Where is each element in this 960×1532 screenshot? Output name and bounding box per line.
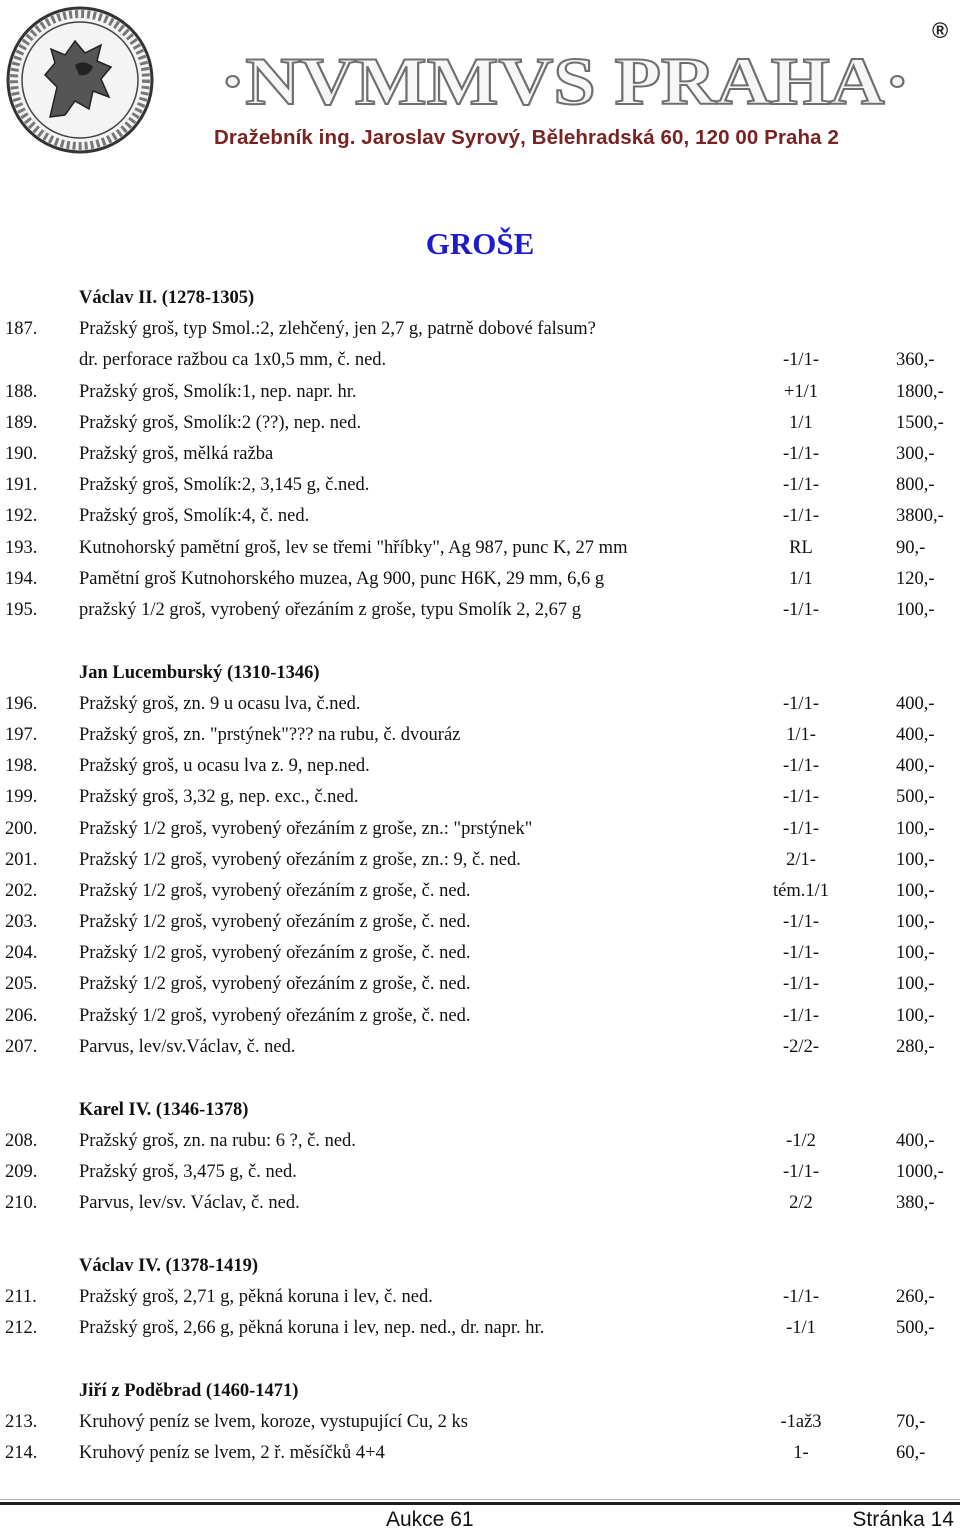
lot-condition: -1/1- — [783, 1286, 819, 1307]
lot-condition: -1/1- — [783, 599, 819, 620]
lot-description: Pražský groš, Smolík:2, 3,145 g, č.ned. — [79, 475, 370, 496]
lot-description: pražský 1/2 groš, vyrobený ořezáním z groše, typu Smolík 2, 2,67 g — [79, 599, 581, 620]
lot-price: 100,- — [896, 943, 935, 964]
section-spacer — [0, 1344, 960, 1376]
lot-row — [0, 1438, 960, 1469]
lot-description: Pražský 1/2 groš, vyrobený ořezáním z groše, zn.: 9, č. ned. — [79, 849, 521, 870]
lot-row — [0, 814, 960, 845]
lot-price: 100,- — [896, 1005, 935, 1026]
section-spacer — [0, 1219, 960, 1251]
lot-number: 197. — [5, 724, 38, 745]
lot-condition: 1/1 — [789, 568, 813, 589]
registered-mark: ® — [932, 18, 949, 43]
lot-description: Pražský 1/2 groš, vyrobený ořezáním z groše, č. ned. — [79, 880, 471, 901]
section-title: Václav IV. (1378-1419) — [79, 1255, 258, 1276]
lot-condition: +1/1 — [783, 381, 819, 402]
section-title: Jan Lucemburský (1310-1346) — [79, 662, 320, 683]
lot-row — [0, 782, 960, 813]
section-title: Václav II. (1278-1305) — [79, 288, 255, 308]
lot-row — [0, 1313, 960, 1344]
lot-description: Pražský groš, Smolík:1, nep. napr. hr. — [79, 381, 357, 402]
lot-price: 1500,- — [896, 412, 944, 433]
lot-number: 199. — [5, 787, 38, 808]
lot-condition: -1/1- — [783, 350, 819, 371]
lot-row — [0, 751, 960, 782]
lot-description: Kruhový peníz se lvem, koroze, vystupující Cu, 2 ks — [79, 1412, 468, 1432]
lot-row — [0, 969, 960, 1000]
lot-number: 211. — [5, 1286, 37, 1307]
lot-condition: -1/1- — [783, 693, 819, 714]
lot-number: 214. — [5, 1443, 38, 1464]
page-header — [0, 0, 960, 170]
lot-description: Pražský groš, mělká ražba — [79, 443, 274, 464]
lot-row — [0, 1126, 960, 1157]
lot-description: Pražský groš, 3,475 g, č. ned. — [79, 1161, 297, 1182]
lot-number: 192. — [5, 506, 38, 527]
lot-price: 100,- — [896, 599, 935, 620]
lot-description: Pražský groš, zn. na rubu: 6 ?, č. ned. — [79, 1130, 356, 1151]
lot-price: 70,- — [896, 1412, 926, 1432]
lot-description: Pražský groš, typ Smol.:2, zlehčený, jen 2,7 g, patrně dobové falsum? — [79, 319, 596, 340]
lot-price: 280,- — [896, 1036, 935, 1057]
lot-price: 100,- — [896, 974, 935, 995]
lot-number: 203. — [5, 912, 38, 933]
lot-row — [0, 1032, 960, 1063]
lot-condition: -1/1- — [783, 974, 819, 995]
lot-row — [0, 876, 960, 907]
lot-price: 400,- — [896, 724, 935, 745]
lot-description: dr. perforace ražbou ca 1x0,5 mm, č. ned. — [79, 350, 387, 371]
lot-description: Pražský groš, u ocasu lva z. 9, nep.ned. — [79, 756, 370, 777]
lot-description: Parvus, lev/sv.Václav, č. ned. — [79, 1036, 296, 1057]
lot-description: Pražský groš, 2,71 g, pěkná koruna i lev, č. ned. — [79, 1286, 433, 1307]
lot-number: 201. — [5, 849, 38, 870]
section-heading — [0, 658, 960, 689]
lot-price: 500,- — [896, 1318, 935, 1339]
lot-condition: -1/1- — [783, 787, 819, 808]
lot-number: 212. — [5, 1318, 38, 1339]
lot-number: 208. — [5, 1130, 38, 1151]
lot-price: 3800,- — [896, 506, 944, 527]
lot-number: 205. — [5, 974, 38, 995]
lot-condition: -1/1- — [783, 443, 819, 464]
lot-price: 100,- — [896, 912, 935, 933]
footer-auction-label: Aukce 61 — [386, 1508, 474, 1531]
lot-price: 60,- — [896, 1443, 926, 1464]
lot-description: Pražský groš, Smolík:2 (??), nep. ned. — [79, 412, 362, 433]
section-title: Jiří z Poděbrad (1460-1471) — [79, 1380, 299, 1401]
lot-number: 188. — [5, 381, 38, 402]
lot-price: 500,- — [896, 787, 935, 808]
lot-price: 100,- — [896, 880, 935, 901]
logo-wordmark — [220, 48, 910, 118]
lot-price: 1800,- — [896, 381, 944, 402]
footer-page-number: Stránka 14 — [852, 1508, 954, 1531]
lot-row — [0, 1001, 960, 1032]
lot-condition: -1/2 — [786, 1130, 816, 1151]
lot-price: 300,- — [896, 443, 935, 464]
lot-number: 210. — [5, 1193, 38, 1214]
lot-condition: 1- — [793, 1443, 809, 1464]
lot-row — [0, 564, 960, 595]
section-spacer — [0, 626, 960, 658]
lot-number: 200. — [5, 818, 38, 839]
lot-price: 400,- — [896, 693, 935, 714]
lot-list — [0, 283, 960, 1469]
lot-number: 206. — [5, 1005, 38, 1026]
lot-price: 1000,- — [896, 1161, 944, 1182]
lot-row — [0, 377, 960, 408]
lot-condition: -1/1- — [783, 1161, 819, 1182]
lot-condition: -1/1- — [783, 475, 819, 496]
section-heading — [0, 1376, 960, 1407]
lot-row — [0, 595, 960, 626]
lot-description: Pražský groš, 2,66 g, pěkná koruna i lev, nep. ned., dr. napr. hr. — [79, 1318, 545, 1339]
lot-description: Pražský groš, zn. 9 u ocasu lva, č.ned. — [79, 693, 361, 714]
lot-row — [0, 501, 960, 532]
lot-number: 191. — [5, 475, 38, 496]
section-title: Karel IV. (1346-1378) — [79, 1099, 249, 1120]
lot-condition: -1/1- — [783, 912, 819, 933]
lot-condition: -1/1- — [783, 818, 819, 839]
lot-number: 207. — [5, 1036, 38, 1057]
footer-divider — [0, 1499, 960, 1505]
lot-number: 209. — [5, 1161, 38, 1182]
lot-description: Pražský groš, zn. "prstýnek"??? na rubu, č. dvouráz — [79, 724, 461, 745]
lot-condition: 1/1 — [789, 412, 813, 433]
lot-row — [0, 408, 960, 439]
lot-description: Pražský 1/2 groš, vyrobený ořezáním z groše, č. ned. — [79, 1005, 471, 1026]
lot-row — [0, 533, 960, 564]
lot-description: Pražský 1/2 groš, vyrobený ořezáním z groše, č. ned. — [79, 943, 471, 964]
lot-price: 100,- — [896, 849, 935, 870]
page-title: GROŠE — [425, 226, 535, 261]
lot-condition: -1/1- — [783, 943, 819, 964]
lot-number: 213. — [5, 1412, 38, 1432]
lot-number: 202. — [5, 880, 38, 901]
lot-price: 90,- — [896, 537, 926, 558]
lot-row — [0, 439, 960, 470]
lot-row — [0, 345, 960, 376]
lot-condition: 1/1- — [786, 724, 816, 745]
section-heading — [0, 283, 960, 314]
section-heading — [0, 1251, 960, 1282]
lot-number: 195. — [5, 599, 38, 620]
section-spacer — [0, 1063, 960, 1095]
lot-condition: tém.1/1 — [772, 880, 829, 901]
lot-number: 190. — [5, 443, 38, 464]
lot-description: Pražský groš, 3,32 g, nep. exc., č.ned. — [79, 787, 359, 808]
lot-row — [0, 845, 960, 876]
lot-condition: -1/1- — [783, 1005, 819, 1026]
lot-row — [0, 1282, 960, 1313]
lot-description: Pamětní groš Kutnohorského muzea, Ag 900, punc H6K, 29 mm, 6,6 g — [79, 568, 605, 589]
lot-condition: -1až3 — [780, 1412, 822, 1432]
lot-row — [0, 1157, 960, 1188]
lot-price: 360,- — [896, 350, 935, 371]
lot-description: Kutnohorský pamětní groš, lev se třemi "hříbky", Ag 987, punc K, 27 mm — [79, 537, 628, 558]
lot-number: 189. — [5, 412, 38, 433]
logo-wordmark-text: ·NVMMVS PRAHA· — [220, 48, 910, 118]
lot-row — [0, 938, 960, 969]
lot-number: 204. — [5, 943, 38, 964]
lot-condition: RL — [789, 537, 813, 558]
lot-number: 193. — [5, 537, 38, 558]
lot-row — [0, 907, 960, 938]
seal-logo — [5, 5, 155, 155]
lot-condition: -1/1- — [783, 506, 819, 527]
lot-price: 400,- — [896, 756, 935, 777]
lot-condition: -1/1- — [783, 756, 819, 777]
lot-description: Parvus, lev/sv. Václav, č. ned. — [79, 1193, 300, 1214]
lot-description: Pražský 1/2 groš, vyrobený ořezáním z groše, č. ned. — [79, 912, 471, 933]
lot-row — [0, 470, 960, 501]
lot-number: 194. — [5, 568, 38, 589]
lot-price: 800,- — [896, 475, 935, 496]
lot-description: Kruhový peníz se lvem, 2 ř. měsíčků 4+4 — [79, 1443, 385, 1464]
lot-row — [0, 689, 960, 720]
lot-description: Pražský groš, Smolík:4, č. ned. — [79, 506, 310, 527]
lot-row — [0, 1188, 960, 1219]
lot-price: 380,- — [896, 1193, 935, 1214]
lot-number: 198. — [5, 756, 38, 777]
section-heading — [0, 1095, 960, 1126]
lot-condition: -1/1 — [786, 1318, 816, 1339]
lot-description: Pražský 1/2 groš, vyrobený ořezáním z groše, č. ned. — [79, 974, 471, 995]
lot-row — [0, 720, 960, 751]
lot-condition: 2/1- — [786, 849, 816, 870]
lot-description: Pražský 1/2 groš, vyrobený ořezáním z groše, zn.: "prstýnek" — [79, 818, 533, 839]
lot-row — [0, 314, 960, 345]
lot-number: 187. — [5, 319, 38, 340]
lot-row — [0, 1407, 960, 1438]
lot-price: 100,- — [896, 818, 935, 839]
lot-number: 196. — [5, 693, 38, 714]
auctioneer-address: Dražebník ing. Jaroslav Syrový, Bělehradská 60, 120 00 Praha 2 — [214, 126, 839, 149]
lot-price: 260,- — [896, 1286, 935, 1307]
lot-price: 400,- — [896, 1130, 935, 1151]
lot-price: 120,- — [896, 568, 935, 589]
lot-condition: 2/2 — [789, 1193, 813, 1214]
lot-condition: -2/2- — [783, 1036, 819, 1057]
